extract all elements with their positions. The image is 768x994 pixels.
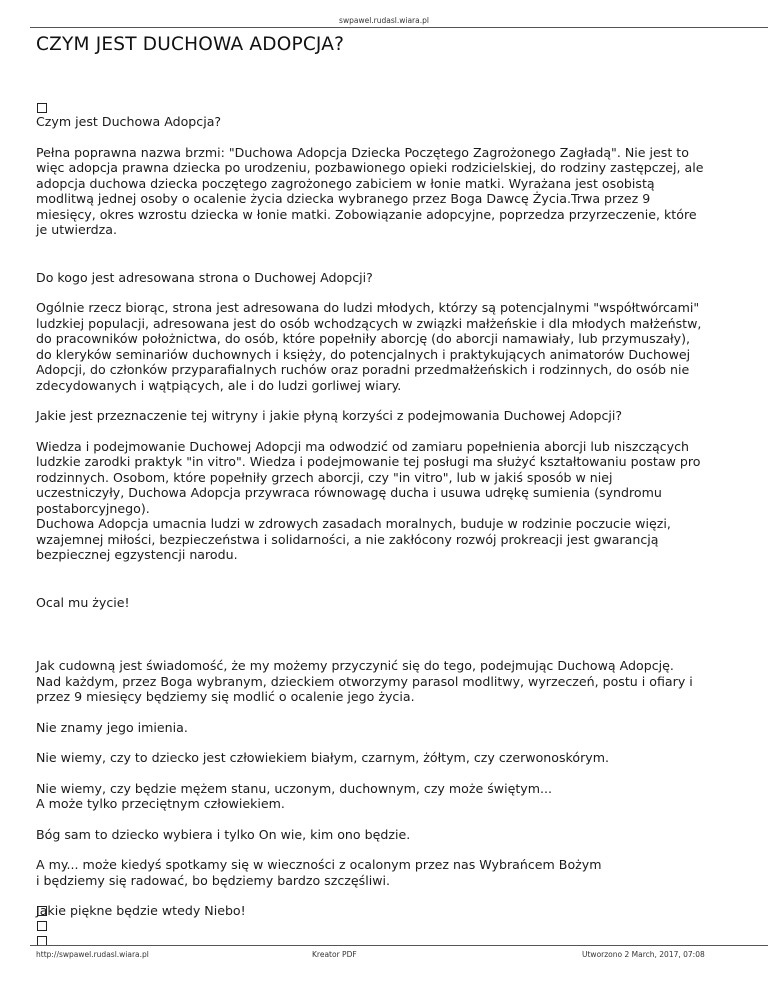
line-5: A my... może kiedyś spotkamy się w wieczności z ocalonym przez nas Wybrańcem Bożym i będziemy się radować, bo będziemy bardzo szczęśliwi. [36, 857, 602, 888]
line-3: Nie wiemy, czy będzie mężem stanu, uczonym, duchownym, czy może świętym... A może tylko przeciętnym człowiekiem. [36, 780, 552, 811]
article-body [36, 99, 736, 934]
question-1: Czym jest Duchowa Adopcja? [36, 114, 222, 129]
line-1: Nie znamy jego imienia. [36, 719, 188, 735]
line-2: Nie wiemy, czy to dziecko jest człowiekiem białym, czarnym, żółtym, czy czerwonoskórym. [36, 750, 609, 765]
line-6: Jakie piękne będzie wtedy Niebo! [36, 903, 246, 918]
placeholder-image-group [36, 902, 47, 947]
missing-image-icon [37, 936, 47, 946]
paragraph-3: Wiedza i podejmowanie Duchowej Adopcji ma odwodzić od zamiaru popełnienia aborcji lub niszczących ludzkie zarodki praktyk "in vitro". Wiedza i podejmowanie tej posługi ma służyć kształtowaniu postaw pro rodzinnych. Osobom, które popełniły grzech aborcji, czy "in vitro", lub w jakiś sposób w niej uczestniczyły, Duchowa Adopcja przywraca równowagę ducha i usuwa udrękę sumienia (syndromu postaborcyjnego). Duchowa Adopcja umacnia ludzi w zdrowych zasadach moralnych, buduje w rodzinie poczucie więzi, wzajemnej miłości, bezpieczeństwa i solidarności, a nie zakłócony rozwój prokreacji jest gwarancją bezpiecznej egzystencji narodu. [36, 438, 701, 562]
header-url: swpawel.rudasl.wiara.pl [339, 16, 429, 25]
line-4: Bóg sam to dziecko wybiera i tylko On wie, kim ono będzie. [36, 826, 411, 842]
footer-url[interactable]: http://swpawel.rudasl.wiara.pl [36, 950, 149, 959]
question-2: Do kogo jest adresowana strona o Duchowej Adopcji? [36, 269, 373, 285]
question-3: Jakie jest przeznaczenie tej witryny i jakie płyną korzyści z podejmowania Duchowej Adopcji? [36, 408, 623, 423]
placeholder-image-box [36, 99, 736, 114]
footer-divider [30, 945, 768, 946]
heading-save-life: Ocal mu życie! [36, 594, 130, 610]
paragraph-1: Pełna poprawna nazwa brzmi: "Duchowa Adopcja Dziecka Poczętego Zagrożonego Zagładą". Nie jest to więc adopcja prawna dziecka po urodzeniu, pozbawionego opieki rodzicielskiej, do rodziny zastępczej, ale adopcja duchowa dziecka poczętego zagrożonego zabiciem w łonie matki. Wyrażana jest osobistą modlitwą jednej osoby o ocalenie życia dziecka wybranego przez Boga Dawcę Życia.Trwa przez 9 miesięcy, okres wzrostu dziecka w łonie matki. Zobowiązanie adopcyjne, poprzedza przyrzeczenie, które je utwierdza. [36, 144, 704, 237]
missing-image-icon [37, 921, 47, 931]
footer-created-date: Utworzono 2 March, 2017, 07:08 [582, 950, 705, 959]
missing-image-icon [37, 103, 47, 113]
missing-image-icon [37, 906, 47, 916]
paragraph-4: Jak cudowną jest świadomość, że my możemy przyczynić się do tego, podejmując Duchową Adopcję. Nad każdym, przez Boga wybranym, dzieckiem otworzymy parasol modlitwy, wyrzeczeń, postu i ofiary i przez 9 miesięcy będziemy się modlić o ocalenie jego życia. [36, 658, 693, 704]
paragraph-2: Ogólnie rzecz biorąc, strona jest adresowana do ludzi młodych, którzy są potencjalnymi "współtwórcami" ludzkiej populacji, adresowana jest do osób wchodzących w związki małżeńskie i dla młodych małżeństw, do pracowników położnictwa, do osób, które popełniły aborcję (do aborcji namawiały, lub przymuszały), do kleryków seminariów duchownych i księży, do potencjalnych i praktykujących animatorów Duchowej Adopcji, do członków przyparafialnych ruchów oraz poradni przedmałżeńskich i rodzinnych, do osób nie zdecydowanych i wątpiących, ale i do ludzi gorliwej wiary. [36, 300, 702, 393]
page-title: CZYM JEST DUCHOWA ADOPCJA? [36, 34, 345, 55]
header-divider [30, 27, 768, 28]
footer-generator: Kreator PDF [312, 950, 357, 959]
